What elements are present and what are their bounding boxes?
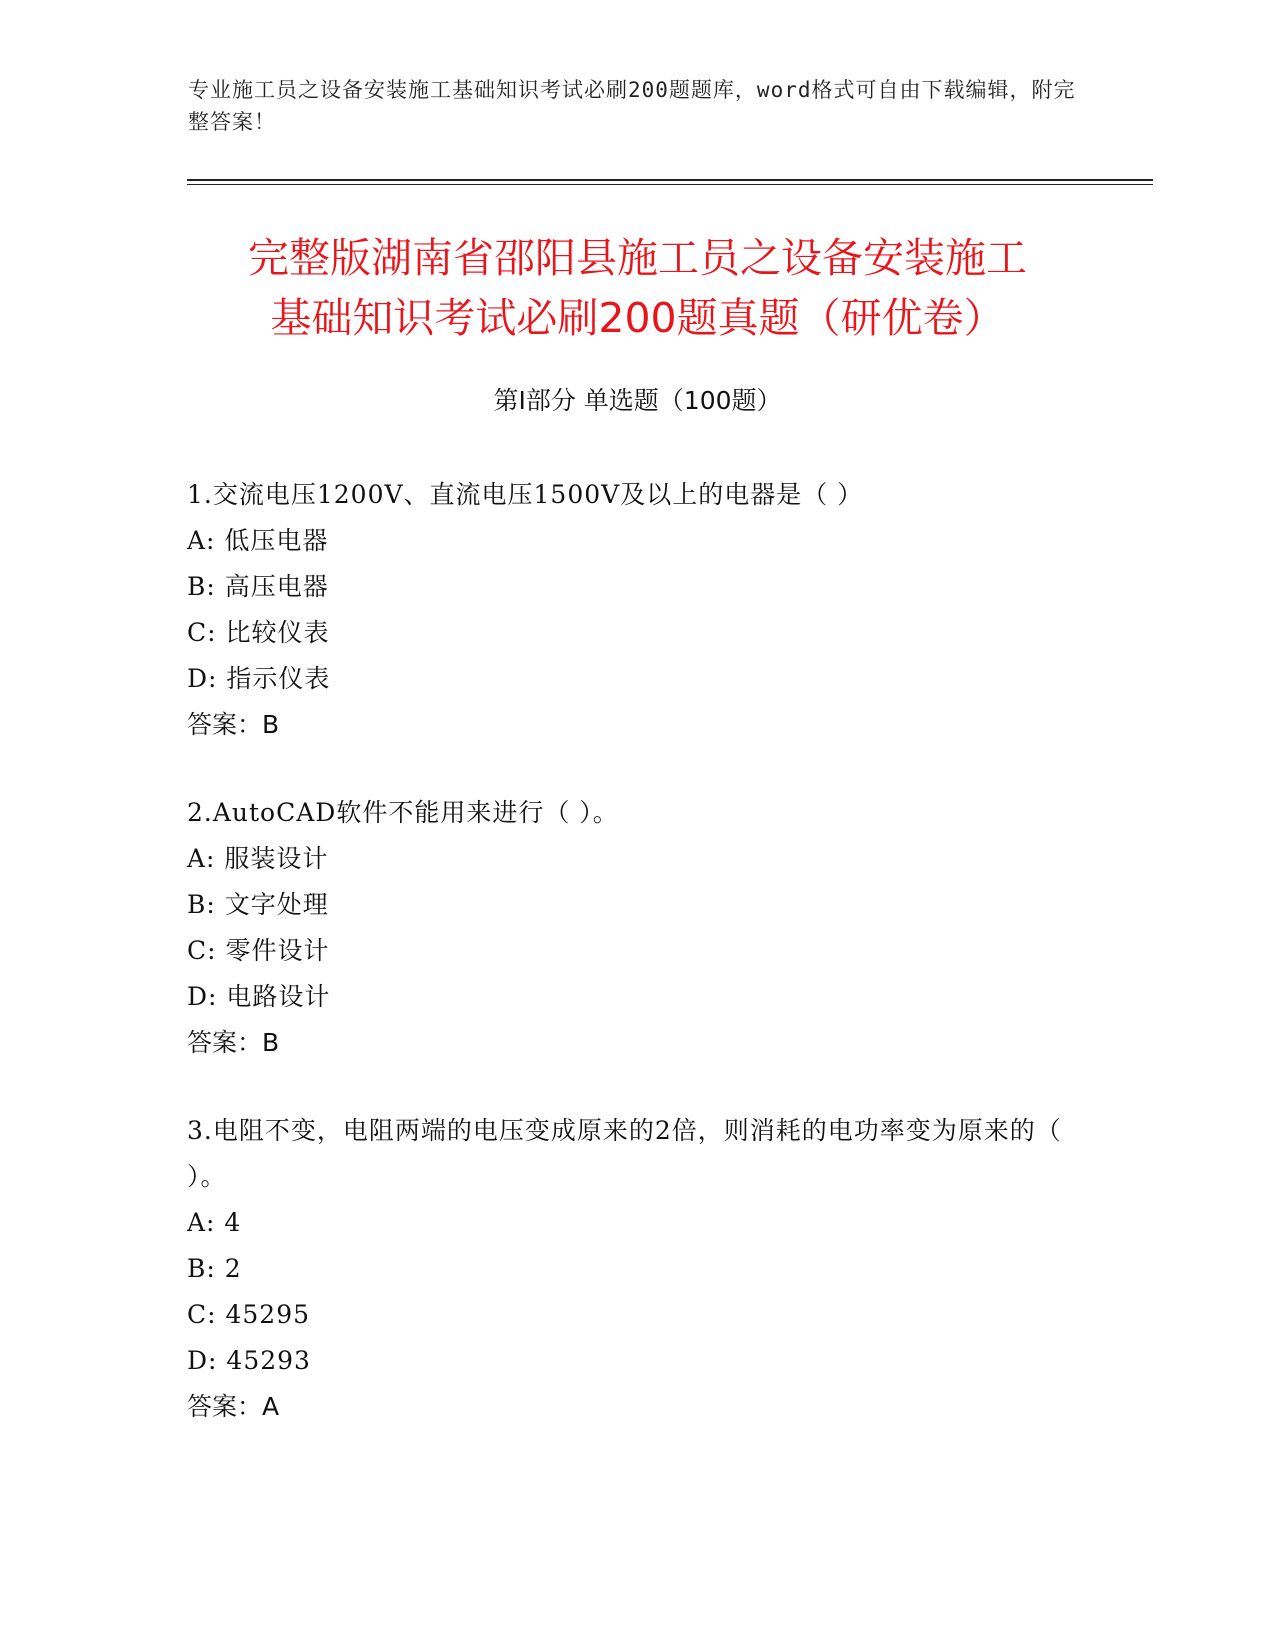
question-2	[187, 790, 1067, 1066]
option-b: B: 文字处理	[187, 890, 329, 919]
header-divider-thick	[187, 179, 1153, 181]
option-b: B: 高压电器	[187, 572, 329, 601]
document-title	[150, 228, 1125, 348]
answer: 答案：A	[187, 1392, 280, 1421]
question-stem: 2.AutoCAD软件不能用来进行（ ）。	[187, 798, 619, 827]
option-d: D: 指示仪表	[187, 664, 331, 693]
option-a: A: 服装设计	[187, 844, 329, 873]
option-c: C: 零件设计	[187, 936, 330, 965]
document-title-line-1: 完整版湖南省邵阳县施工员之设备安装施工	[248, 234, 1027, 282]
question-3	[187, 1108, 1067, 1430]
option-a: A: 4	[187, 1208, 242, 1237]
header-divider-thin	[187, 184, 1153, 185]
option-b: B: 2	[187, 1254, 242, 1283]
section-heading: 第Ⅰ部分 单选题（100题）	[493, 386, 782, 415]
option-a: A: 低压电器	[187, 526, 329, 555]
option-c: C: 比较仪表	[187, 618, 330, 647]
document-title-line-2: 基础知识考试必刷200题真题（研优卷）	[270, 294, 1005, 342]
header-note: 专业施工员之设备安装施工基础知识考试必刷200题题库，word格式可自由下载编辑，附完整答案！	[188, 78, 1076, 134]
option-c: C: 45295	[187, 1300, 311, 1329]
question-stem: 3.电阻不变，电阻两端的电压变成原来的2倍，则消耗的电功率变为原来的（ ）。	[187, 1116, 1062, 1191]
question-stem: 1.交流电压1200V、直流电压1500V及以上的电器是（ ）	[187, 480, 864, 509]
option-d: D: 电路设计	[187, 982, 331, 1011]
answer: 答案：B	[187, 1028, 280, 1057]
answer: 答案：B	[187, 710, 280, 739]
question-1	[187, 472, 1067, 748]
option-d: D: 45293	[187, 1346, 311, 1375]
